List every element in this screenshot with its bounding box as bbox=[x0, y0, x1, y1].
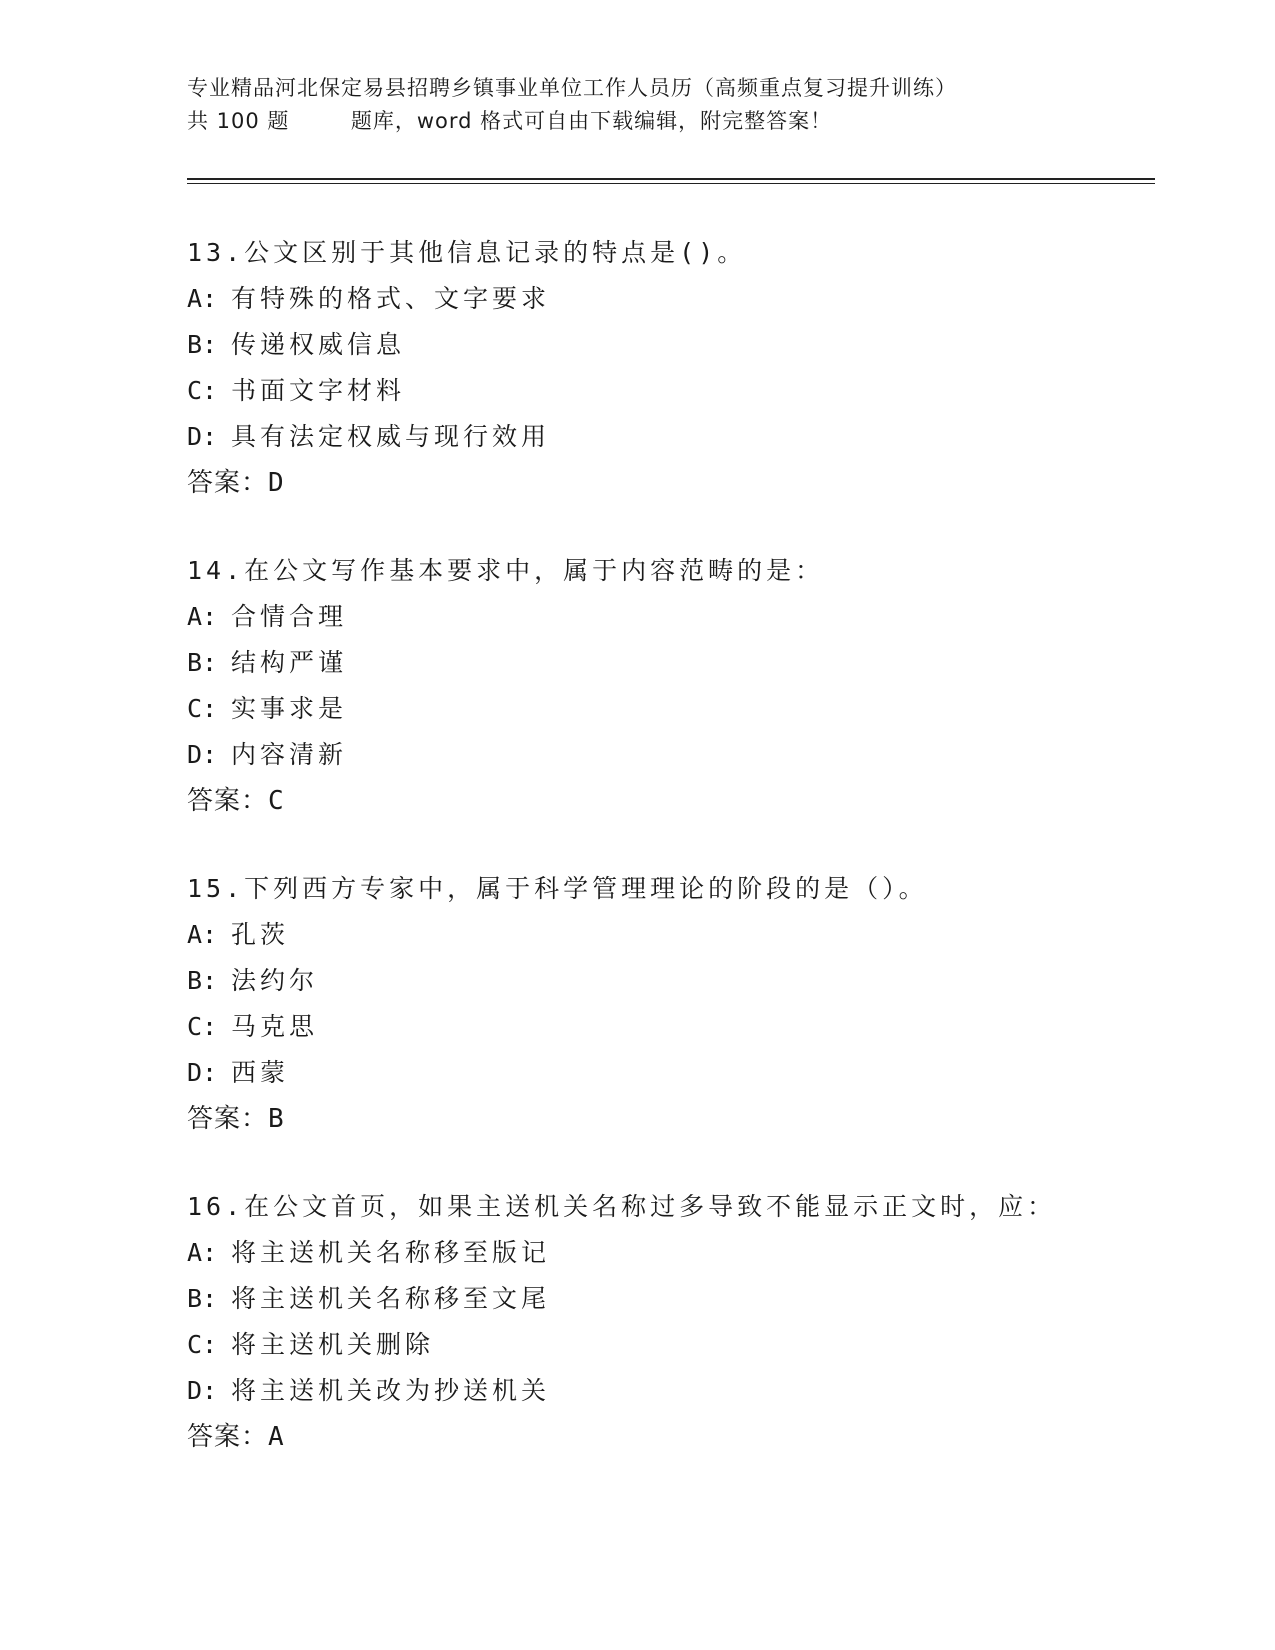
option-a bbox=[187, 1230, 1147, 1276]
option-b bbox=[187, 1276, 1147, 1322]
option-d bbox=[187, 414, 1147, 460]
option-text: 法约尔 bbox=[231, 966, 319, 995]
option-d bbox=[187, 732, 1147, 778]
answer-value: B bbox=[268, 1104, 285, 1134]
answer-value: D bbox=[268, 468, 285, 498]
option-key: C: bbox=[187, 376, 218, 405]
option-text: 具有法定权威与现行效用 bbox=[231, 422, 551, 451]
option-text: 结构严谨 bbox=[231, 648, 348, 677]
question-stem: 16.在公文首页，如果主送机关名称过多导致不能显示正文时，应： bbox=[187, 1192, 1057, 1221]
option-text: 将主送机关删除 bbox=[231, 1330, 435, 1359]
answer-line bbox=[187, 1414, 1147, 1460]
option-key: B: bbox=[187, 330, 218, 359]
question-15 bbox=[187, 866, 1147, 1142]
option-c bbox=[187, 368, 1147, 414]
option-text: 有特殊的格式、文字要求 bbox=[231, 284, 551, 313]
option-c bbox=[187, 1004, 1147, 1050]
question-16 bbox=[187, 1184, 1147, 1460]
document-header bbox=[187, 72, 1087, 138]
option-text: 实事求是 bbox=[231, 694, 348, 723]
answer-label: 答案： bbox=[187, 1422, 269, 1452]
option-key: D: bbox=[187, 1058, 218, 1087]
answer-value: C bbox=[268, 786, 285, 816]
option-d bbox=[187, 1368, 1147, 1414]
option-key: A: bbox=[187, 920, 218, 949]
option-key: A: bbox=[187, 602, 218, 631]
header-divider-bottom bbox=[187, 183, 1155, 184]
option-text: 书面文字材料 bbox=[231, 376, 406, 405]
option-d bbox=[187, 1050, 1147, 1096]
option-text: 内容清新 bbox=[231, 740, 348, 769]
option-key: A: bbox=[187, 284, 218, 313]
document-subtitle: 共 100 题 题库，word 格式可自由下载编辑，附完整答案！ bbox=[187, 109, 833, 133]
option-b bbox=[187, 322, 1147, 368]
option-key: C: bbox=[187, 1330, 218, 1359]
answer-label: 答案： bbox=[187, 786, 269, 816]
question-stem: 13.公文区别于其他信息记录的特点是()。 bbox=[187, 238, 747, 267]
option-a bbox=[187, 276, 1147, 322]
answer-line bbox=[187, 778, 1147, 824]
option-b bbox=[187, 640, 1147, 686]
option-key: D: bbox=[187, 740, 218, 769]
option-a bbox=[187, 594, 1147, 640]
option-a bbox=[187, 912, 1147, 958]
answer-label: 答案： bbox=[187, 468, 269, 498]
option-key: B: bbox=[187, 966, 218, 995]
option-text: 西蒙 bbox=[231, 1058, 290, 1087]
question-13 bbox=[187, 230, 1147, 506]
option-c bbox=[187, 1322, 1147, 1368]
option-text: 将主送机关名称移至文尾 bbox=[231, 1284, 551, 1313]
header-divider-top bbox=[187, 178, 1155, 180]
option-text: 马克思 bbox=[231, 1012, 319, 1041]
question-stem: 14.在公文写作基本要求中，属于内容范畴的是： bbox=[187, 556, 825, 585]
question-stem: 15.下列西方专家中，属于科学管理理论的阶段的是（）。 bbox=[187, 874, 928, 903]
answer-label: 答案： bbox=[187, 1104, 269, 1134]
document-title: 专业精品河北保定易县招聘乡镇事业单位工作人员历（高频重点复习提升训练） bbox=[187, 76, 957, 100]
option-text: 将主送机关改为抄送机关 bbox=[231, 1376, 551, 1405]
option-text: 孔茨 bbox=[231, 920, 290, 949]
option-text: 将主送机关名称移至版记 bbox=[231, 1238, 551, 1267]
option-b bbox=[187, 958, 1147, 1004]
option-key: B: bbox=[187, 1284, 218, 1313]
option-text: 传递权威信息 bbox=[231, 330, 406, 359]
option-key: B: bbox=[187, 648, 218, 677]
option-key: D: bbox=[187, 1376, 218, 1405]
option-key: A: bbox=[187, 1238, 218, 1267]
option-key: D: bbox=[187, 422, 218, 451]
answer-value: A bbox=[268, 1422, 285, 1452]
option-text: 合情合理 bbox=[231, 602, 348, 631]
option-c bbox=[187, 686, 1147, 732]
option-key: C: bbox=[187, 694, 218, 723]
question-14 bbox=[187, 548, 1147, 824]
option-key: C: bbox=[187, 1012, 218, 1041]
answer-line bbox=[187, 460, 1147, 506]
answer-line bbox=[187, 1096, 1147, 1142]
